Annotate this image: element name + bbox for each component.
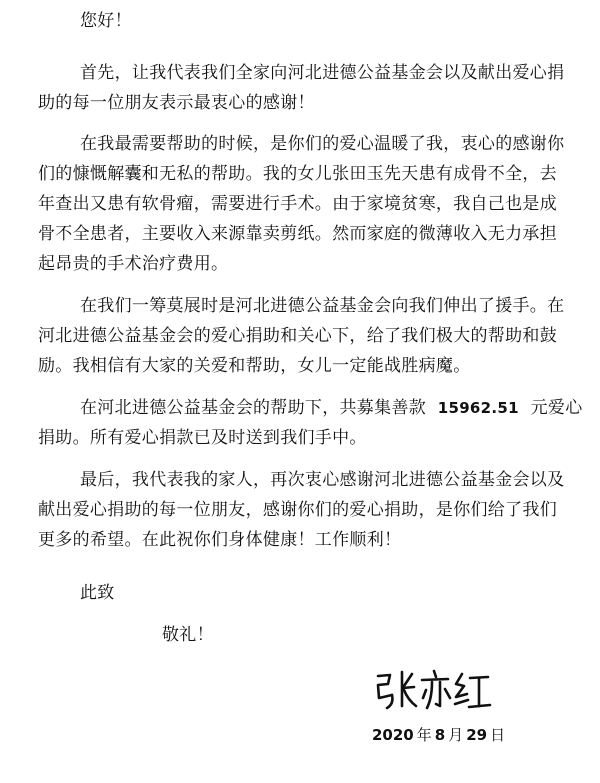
date-year: 2020	[372, 726, 414, 744]
date-day-unit: 日	[490, 726, 506, 744]
date-year-unit: 年	[416, 726, 432, 744]
paragraph-4-line-2: 捐助。所有爱心捐款已及时送到我们手中。	[38, 428, 367, 448]
paragraph-5-line-1: 最后，我代表我的家人，再次衷心感谢河北进德公益基金会以及	[80, 470, 565, 490]
letter-date	[372, 724, 508, 746]
date-month: 8	[434, 726, 446, 744]
closing-jingli: 敬礼！	[162, 625, 214, 645]
paragraph-2-line-3: 年查出又患有软骨瘤，需要进行手术。由于家境贫寒，我自己也是成	[38, 194, 557, 214]
closing-cizhi: 此致	[80, 583, 115, 603]
paragraph-3-line-1: 在我们一筹莫展时是河北进德公益基金会向我们伸出了援手。在	[80, 296, 565, 316]
paragraph-4-text-after-amount: 元爱心	[530, 398, 583, 418]
paragraph-5-line-3: 更多的希望。在此祝你们身体健康！工作顺利！	[38, 530, 402, 550]
greeting: 您好！	[80, 11, 132, 31]
paragraph-4-text-before-amount: 在河北进德公益基金会的帮助下，共募集善款	[80, 398, 426, 418]
donation-amount: 15962.51	[437, 399, 519, 417]
paragraph-3-line-2: 河北进德公益基金会的爱心捐助和关心下，给了我们极大的帮助和鼓	[38, 326, 557, 346]
paragraph-2-line-1: 在我最需要帮助的时候，是你们的爱心温暖了我，衷心的感谢你	[80, 134, 565, 154]
paragraph-2-line-4: 骨不全患者，主要收入来源靠卖剪纸。然而家庭的微薄收入无力承担	[38, 224, 557, 244]
paragraph-1-line-1: 首先，让我代表我们全家向河北进德公益基金会以及献出爱心捐	[80, 63, 565, 83]
paragraph-2-line-2: 们的慷慨解囊和无私的帮助。我的女儿张田玉先天患有成骨不全，去	[38, 164, 557, 184]
paragraph-3-line-3: 励。我相信有大家的关爱和帮助，女儿一定能战胜病魔。	[38, 356, 471, 376]
date-month-unit: 月	[448, 726, 464, 744]
handwritten-signature	[372, 668, 492, 714]
paragraph-4-line-1	[80, 397, 583, 419]
paragraph-2-line-5: 起昂贵的手术治疗费用。	[38, 254, 229, 274]
paragraph-1-line-2: 助的每一位朋友表示最衷心的感谢！	[38, 93, 315, 113]
date-day: 29	[466, 726, 488, 744]
paragraph-5-line-2: 献出爱心捐助的每一位朋友，感谢你们的爱心捐助，是你们给了我们	[38, 500, 557, 520]
